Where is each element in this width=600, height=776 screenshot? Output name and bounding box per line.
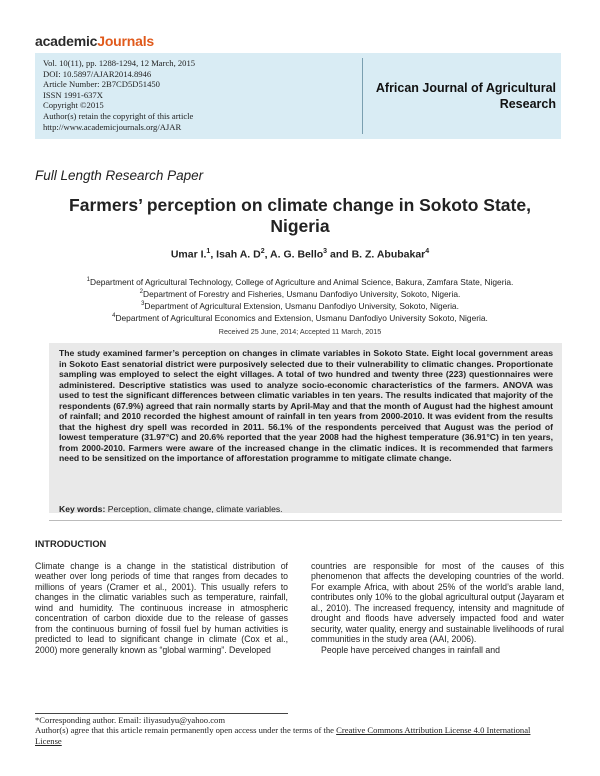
author-list: Umar I.$^1$, Isah A. $D^2$, A. G. Bello$^3$ and B. Z. Abubakar$^4$: [170, 248, 430, 261]
article-meta: [43, 58, 195, 132]
meta-url[interactable]: http://www.academicjournals.org/AJAR: [43, 121, 182, 132]
meta-volume: Vol. 10(11), pp. 1288-1294, 12 March, 2015: [43, 58, 196, 68]
abstract-text: The study examined farmer’s perception on changes in climate variables in Sokoto State. Eight local government areas in Sokoto East senatorial district were purposively selected due to their vulnerability to climatic changes. Proportionate sampling was employed to select the eight villages. A total of two hundred and twenty three (223) questionnaires were administered. Descriptive statistics was used to analyze socio-economic characteristics of the farmers. ANOVA was used to test the significant differences between climatic variables in ten years. The results indicated that majority of the respondents (67.9%) agreed that rain normally starts by April-May and that the month of August had the highest amount of rainfall; and 2010 recorded the highest amount of rainfall in ten years from 2000-2010. It was evident from the results that the highest dry spell was recorded in 2011. 56.1% of the respondents perceived that August was the period of lowest temperature (31.97°C) and 20.6% reported that the year 2008 had the highest temperature (36.91°C) in ten years, from 2000-2010. Farmers were aware of the increased change in the climatic indices. It is recommended that farmers need to be sensitized on the importance of afforestation programme to mitigate climate change.: [59, 348, 553, 464]
body-column-right: [311, 561, 564, 655]
meta-copyright: Copyright ©2015: [43, 100, 104, 111]
received-dates: Received 25 June, 2014; Accepted 11 March, 2015: [218, 327, 382, 336]
paragraph: Climate change is a change in the statistical distribution of weather over long periods of time that ranges from decades to millions of years (Cramer et al., 2001). This usually refers to changes in the climatic variables such as temperature, rainfall, wind and humidity. The continuous increase in atmospheric concentration of carbon dioxide due to the release of gasses from the continuous burning of fossil fuel by human activities is predicted to lead to significant change in climate (Cox et al., 2000) more generally known as “global warming”. Developed: [35, 561, 288, 655]
affiliations: [30, 275, 570, 323]
affiliation: $^4$Department of Agricultural Economics and Extension, Usmanu Danfodiyo University Sokoto, Nigeria.: [112, 313, 488, 324]
license-note: Author(s) agree that this article remain permanently open access under the terms of the Creative Commons Attribution License 4.0 International License: [35, 725, 531, 746]
section-heading: INTRODUCTION: [35, 539, 107, 549]
affiliation: $^1$Department of Agricultural Technology, College of Agriculture and Animal Science, Bakura, Zamfara State, Nigeria.: [86, 276, 514, 287]
journal-logo: academicJournals: [35, 33, 154, 49]
meta-article-number: Article Number: 2B7CD5D51450: [43, 79, 160, 90]
affiliation: $^2$Department of Forestry and Fisheries, Usmanu Danfodiyo University, Sokoto, Nigeria.: [139, 288, 461, 299]
footnotes: [35, 715, 555, 746]
footnote-divider: [35, 713, 288, 714]
corresponding-author: *Corresponding author. Email: iliyasudyu@yahoo.com: [35, 715, 226, 725]
body-column-left: [35, 561, 288, 655]
meta-rights: Author(s) retain the copyright of this article: [43, 110, 194, 121]
keywords: Key words: Perception, climate change, climate variables.: [59, 504, 283, 514]
paragraph: People have perceived changes in rainfall and: [321, 644, 501, 655]
meta-issn: ISSN 1991-637X: [43, 89, 103, 100]
license-link[interactable]: Creative Commons Attribution License 4.0 International License: [35, 725, 531, 746]
affiliation: $^3$Department of Agricultural Extension, Usmanu Danfodiyo University, Sokoto, Nigeria.: [141, 300, 459, 311]
paper-title: Farmers’ perception on climate change in Sokoto State, Nigeria: [69, 195, 531, 236]
paper-type: Full Length Research Paper: [35, 168, 204, 183]
keywords-divider: [49, 520, 562, 521]
header-divider: [362, 58, 363, 134]
meta-doi: DOI: 10.5897/AJAR2014.8946: [43, 68, 152, 79]
journal-name: African Journal of Agricultural Research: [375, 81, 556, 111]
paragraph: countries are responsible for most of the causes of this phenomenon that affects the developing countries of the world. For example Africa, with about 25% of the world’s arable land, contributes only 10% to the global agricultural output (Jayaram et al., 2010). The increased frequency, intensity and magnitude of drought and floods have adversely impacted food and water security, water quality, energy and sustainable livelihoods of rural communities in the study area (AAI, 2006).: [311, 561, 564, 645]
